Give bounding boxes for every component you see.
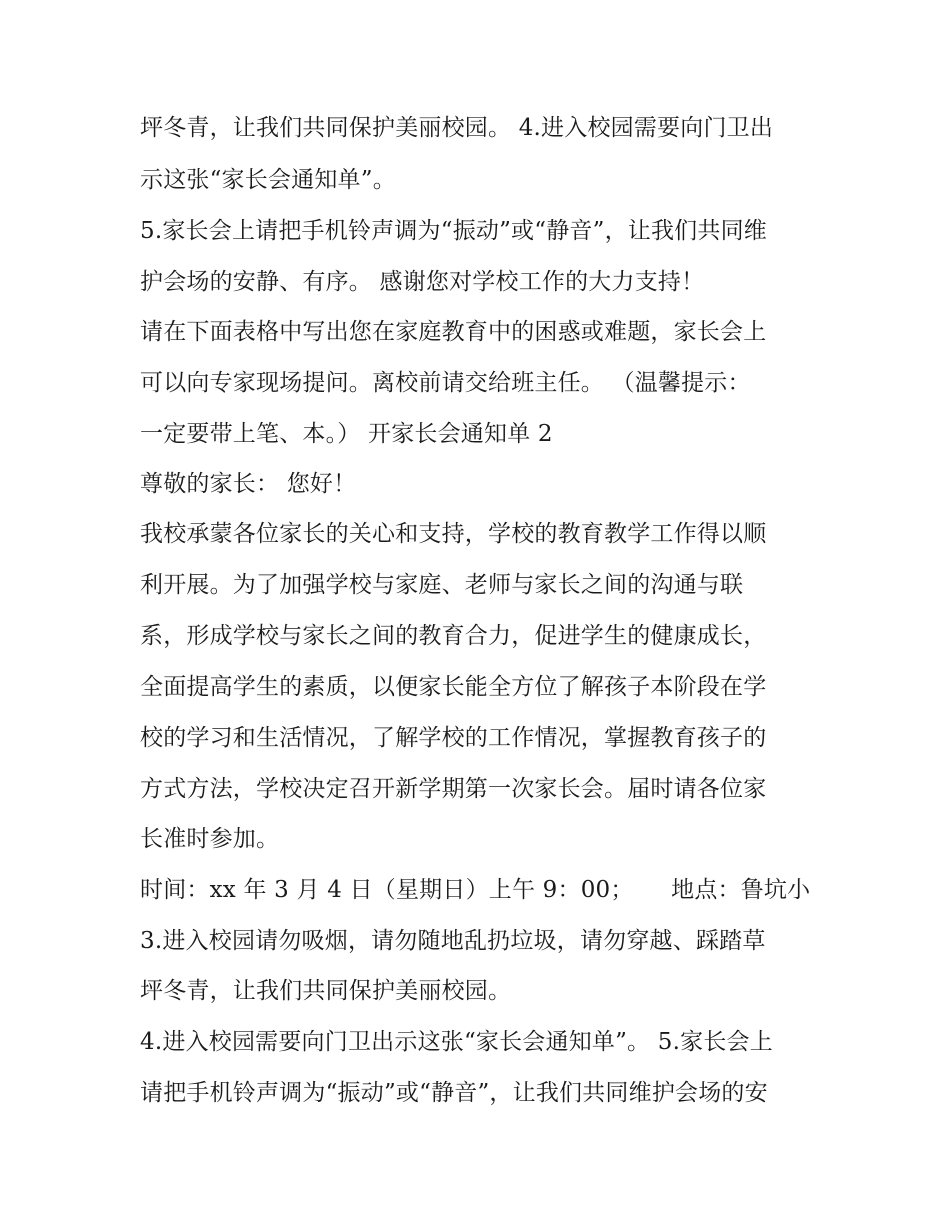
text-line: 坪冬青，让我们共同保护美丽校园。 4.进入校园需要向门卫出 (140, 115, 774, 141)
text-line: 4.进入校园需要向门卫出示这张“家长会通知单”。 5.家长会上 (140, 1029, 773, 1055)
text-line: 3.进入校园请勿吸烟，请勿随地乱扔垃圾，请勿穿越、踩踏草 (140, 928, 766, 954)
text-line: 我校承蒙各位家长的关心和支持，学校的教育教学工作得以顺 (140, 521, 767, 547)
text-line: 5.家长会上请把手机铃声调为“振动”或“静音”，让我们共同维 (140, 218, 767, 244)
text-line: 护会场的安静、有序。 感谢您对学校工作的大力支持！ (140, 269, 705, 295)
text-line: 请把手机铃声调为“振动”或“静音”，让我们共同维护会场的安 (140, 1080, 768, 1106)
text-line: 示这张“家长会通知单”。 (140, 167, 396, 193)
text-line: 尊敬的家长： 您好！ (140, 471, 357, 497)
text-line: 可以向专家现场提问。离校前请交给班主任。 （温馨提示： (140, 370, 751, 396)
text-line: 方式方法，学校决定召开新学期第一次家长会。届时请各位家 (140, 776, 767, 802)
text-line: 系，形成学校与家长之间的教育合力，促进学生的健康成长， (140, 623, 767, 649)
text-line: 全面提高学生的素质，以便家长能全方位了解孩子本阶段在学 (140, 674, 767, 700)
text-line: 利开展。为了加强学校与家庭、老师与家长之间的沟通与联 (140, 572, 744, 598)
text-line: 校的学习和生活情况，了解学校的工作情况，掌握教育孩子的 (140, 725, 767, 751)
text-line: 请在下面表格中写出您在家庭教育中的困惑或难题，家长会上 (140, 319, 767, 345)
text-line: 时间：xx 年 3 月 4 日（星期日）上午 9：00； 地点：鲁坑小 (140, 877, 811, 903)
text-line: 一定要带上笔、本。） 开家长会通知单 2 (140, 421, 553, 447)
text-line: 长准时参加。 (140, 826, 280, 852)
text-line: 坪冬青，让我们共同保护美丽校园。 (140, 978, 512, 1004)
